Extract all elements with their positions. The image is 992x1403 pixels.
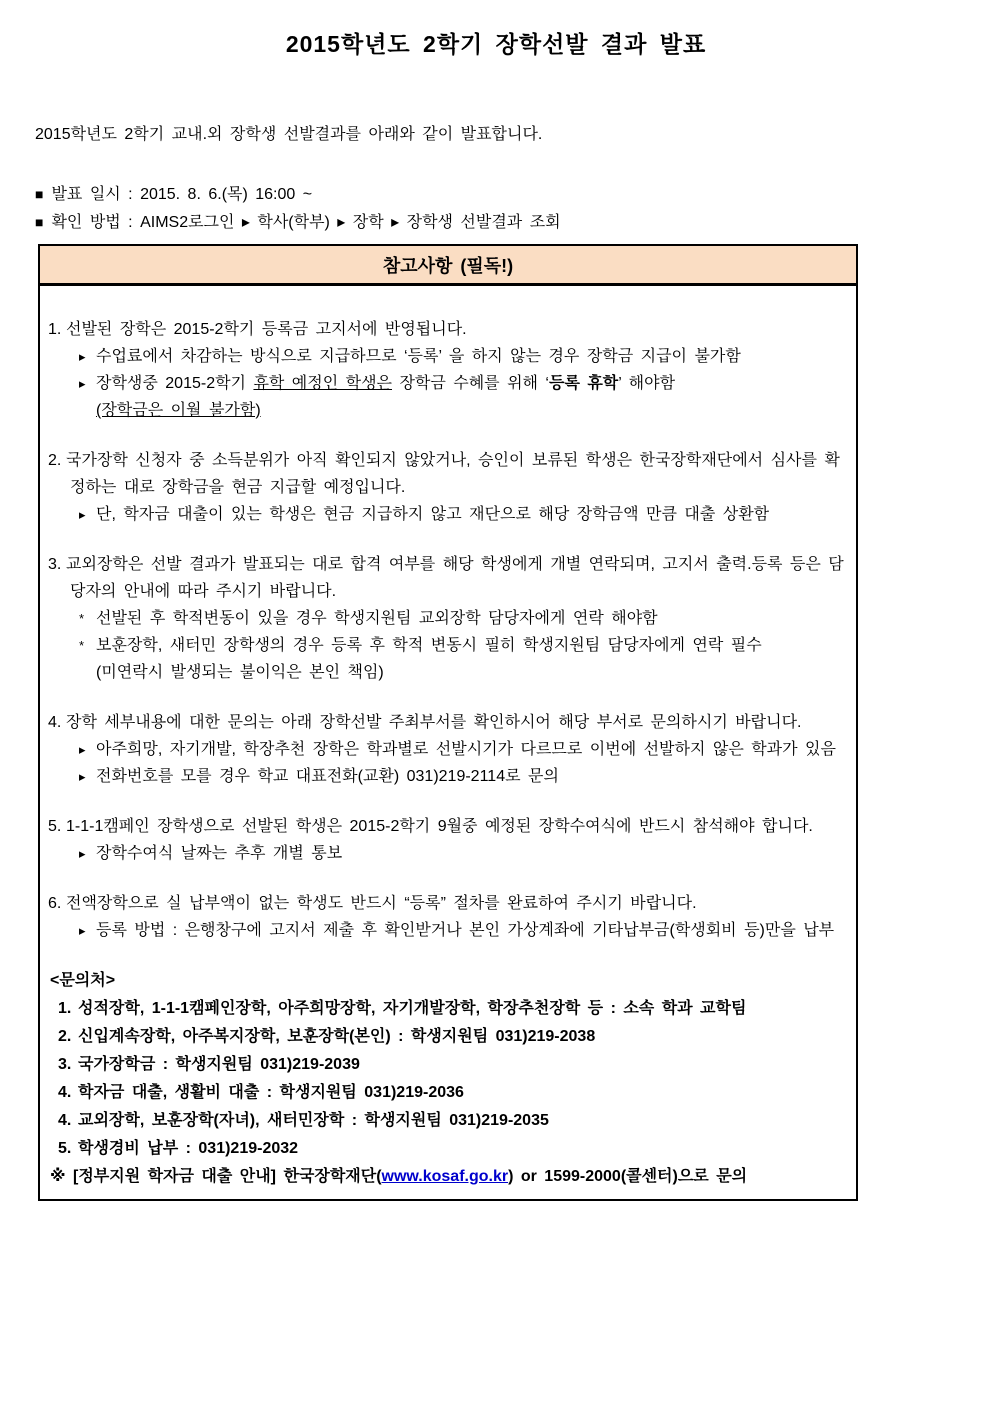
notice-item-2 [48, 447, 844, 528]
contact-text: 성적장학, 1-1-1캠페인장학, 아주희망장학, 자기개발장학, 학장추천장학 등 : 소속 학과 교학팀 [78, 1000, 747, 1017]
notice-item-5 [48, 813, 844, 867]
item-number: 2. [48, 452, 62, 469]
sub-text-post: ’ 해야함 [618, 375, 676, 392]
kosaf-link[interactable]: www.kosaf.go.kr [381, 1168, 509, 1185]
sub-text: 수업료에서 차감하는 방식으로 지급하므로 ‘등록’ 을 하지 않는 경우 장학금 지급이 불가함 [96, 348, 741, 365]
item-line [48, 551, 844, 605]
sub-text-pre: 장학생중 2015-2학기 [96, 375, 254, 392]
square-bullet-icon: ■ [35, 214, 44, 230]
notice-header: 참고사항 (필독!) [40, 246, 856, 286]
sub-line [48, 917, 844, 944]
footnote-pre: ※ [정부지원 학자금 대출 안내] 한국장학재단( [50, 1168, 382, 1185]
notice-item-3 [48, 551, 844, 686]
item-text: 장학 세부내용에 대한 문의는 아래 장학선발 주최부서를 확인하시어 해당 부서로 문의하시기 바랍니다. [66, 714, 802, 731]
contact-line [58, 1051, 844, 1079]
contact-text: 학생경비 납부 : 031)219-2032 [78, 1140, 299, 1157]
sub-text-underlined: 휴학 예정인 학생은 [253, 375, 392, 392]
triangle-bullet-icon: ▸ [79, 349, 86, 364]
notice-body [40, 286, 856, 1199]
contact-line [58, 1079, 844, 1107]
contact-number: 1. [58, 1000, 72, 1017]
item-line [48, 447, 844, 501]
announcement-text: 발표 일시 : 2015. 8. 6.(목) 16:00 ~ [51, 186, 313, 203]
item-line [48, 813, 844, 840]
sub-line [48, 501, 844, 528]
sub-text-mid: 장학금 수혜를 위해 ‘ [392, 375, 549, 392]
announcement-text: 확인 방법 : AIMS2로그인 ▸ 학사(학부) ▸ 장학 ▸ 장학생 선발결과 조회 [51, 214, 561, 231]
item-number: 1. [48, 321, 62, 338]
contact-text: 교외장학, 보훈장학(자녀), 새터민장학 : 학생지원팀 031)219-2035 [78, 1112, 549, 1129]
contact-line [58, 1023, 844, 1051]
page-title: 2015학년도 2학기 장학선발 결과 발표 [285, 31, 707, 57]
contacts-section [48, 967, 844, 1191]
sub-note-underlined: (장학금은 이월 불가함) [96, 402, 261, 419]
notice-item-6 [48, 890, 844, 944]
triangle-bullet-icon: ▸ [79, 769, 86, 784]
sub-line [48, 605, 844, 632]
sub-text-bold: 등록 휴학 [548, 375, 619, 392]
triangle-bullet-icon: ▸ [79, 846, 86, 861]
announcement-list [35, 180, 992, 236]
intro-text: 2015학년도 2학기 교내.외 장학생 선발결과를 아래와 같이 발표합니다. [35, 126, 543, 143]
item-number: 3. [48, 556, 62, 573]
item-line [48, 890, 844, 917]
sub-line [48, 370, 844, 397]
item-number: 5. [48, 818, 62, 835]
item-line [48, 709, 844, 736]
contact-line [58, 995, 844, 1023]
sub-text: 선발된 후 학적변동이 있을 경우 학생지원팀 교외장학 담당자에게 연락 해야함 [96, 610, 658, 627]
asterisk-marker: * [79, 611, 85, 626]
item-number: 4. [48, 714, 62, 731]
contact-text: 신입계속장학, 아주복지장학, 보훈장학(본인) : 학생지원팀 031)219-2038 [78, 1028, 596, 1045]
sub-text: 아주희망, 자기개발, 학장추천 장학은 학과별로 선발시기가 다르므로 이번에 선발하지 않은 학과가 있음 [96, 741, 836, 758]
sub-text: 장학수여식 날짜는 추후 개별 통보 [96, 845, 343, 862]
item-text: 국가장학 신청자 중 소득분위가 아직 확인되지 않았거나, 승인이 보류된 학생은 한국장학재단에서 심사를 확정하는 대로 장학금을 현금 지급할 예정입니다. [66, 452, 840, 496]
asterisk-marker: * [79, 638, 85, 653]
triangle-bullet-icon: ▸ [79, 507, 86, 522]
contact-number: 3. [58, 1056, 72, 1073]
item-line [48, 316, 844, 343]
sub-text: 보훈장학, 새터민 장학생의 경우 등록 후 학적 변동시 필히 학생지원팀 담당자에게 연락 필수 [96, 637, 762, 654]
contact-number: 5. [58, 1140, 72, 1157]
sub-text: 등록 방법 : 은행창구에 고지서 제출 후 확인받거나 본인 가상계좌에 기타납부금(학생회비 등)만을 납부 [96, 922, 835, 939]
item-text: 교외장학은 선발 결과가 발표되는 대로 합격 여부를 해당 학생에게 개별 연락되며, 고지서 출력.등록 등은 담당자의 안내에 따라 주시기 바랍니다. [66, 556, 844, 600]
sub-text: 단, 학자금 대출이 있는 학생은 현금 지급하지 않고 재단으로 해당 장학금액 만큼 대출 상환함 [96, 506, 770, 523]
contact-number: 4. [58, 1112, 72, 1129]
announcement-line-method [35, 208, 992, 236]
contact-number: 4. [58, 1084, 72, 1101]
triangle-bullet-icon: ▸ [79, 376, 86, 391]
contacts-heading: <문의처> [50, 972, 116, 989]
contact-text: 국가장학금 : 학생지원팀 031)219-2039 [78, 1056, 360, 1073]
triangle-bullet-icon: ▸ [79, 742, 86, 757]
triangle-bullet-icon: ▸ [79, 923, 86, 938]
sub-line [48, 736, 844, 763]
item-text: 선발된 장학은 2015-2학기 등록금 고지서에 반영됩니다. [66, 321, 467, 338]
item-text: 전액장학으로 실 납부액이 없는 학생도 반드시 “등록” 절차를 완료하여 주시기 바랍니다. [66, 895, 697, 912]
contact-number: 2. [58, 1028, 72, 1045]
contact-line [58, 1135, 844, 1163]
sub-note: (미연락시 발생되는 불이익은 본인 책임) [96, 664, 384, 681]
sub-line [48, 840, 844, 867]
notice-item-1 [48, 316, 844, 424]
square-bullet-icon: ■ [35, 186, 44, 202]
sub-line [48, 763, 844, 790]
contact-text: 학자금 대출, 생활비 대출 : 학생지원팀 031)219-2036 [78, 1084, 464, 1101]
contact-line [58, 1107, 844, 1135]
notice-box [38, 244, 858, 1201]
sub-line [48, 632, 844, 659]
contact-footnote [50, 1163, 844, 1191]
item-text: 1-1-1캠페인 장학생으로 선발된 학생은 2015-2학기 9월중 예정된 장학수여식에 반드시 참석해야 합니다. [66, 818, 813, 835]
sub-text: 전화번호를 모를 경우 학교 대표전화(교환) 031)219-2114로 문의 [96, 768, 559, 785]
sub-line [48, 343, 844, 370]
announcement-line-date [35, 180, 992, 208]
footnote-post: ) or 1599-2000(콜센터)으로 문의 [508, 1168, 748, 1185]
notice-item-4 [48, 709, 844, 790]
item-number: 6. [48, 895, 62, 912]
